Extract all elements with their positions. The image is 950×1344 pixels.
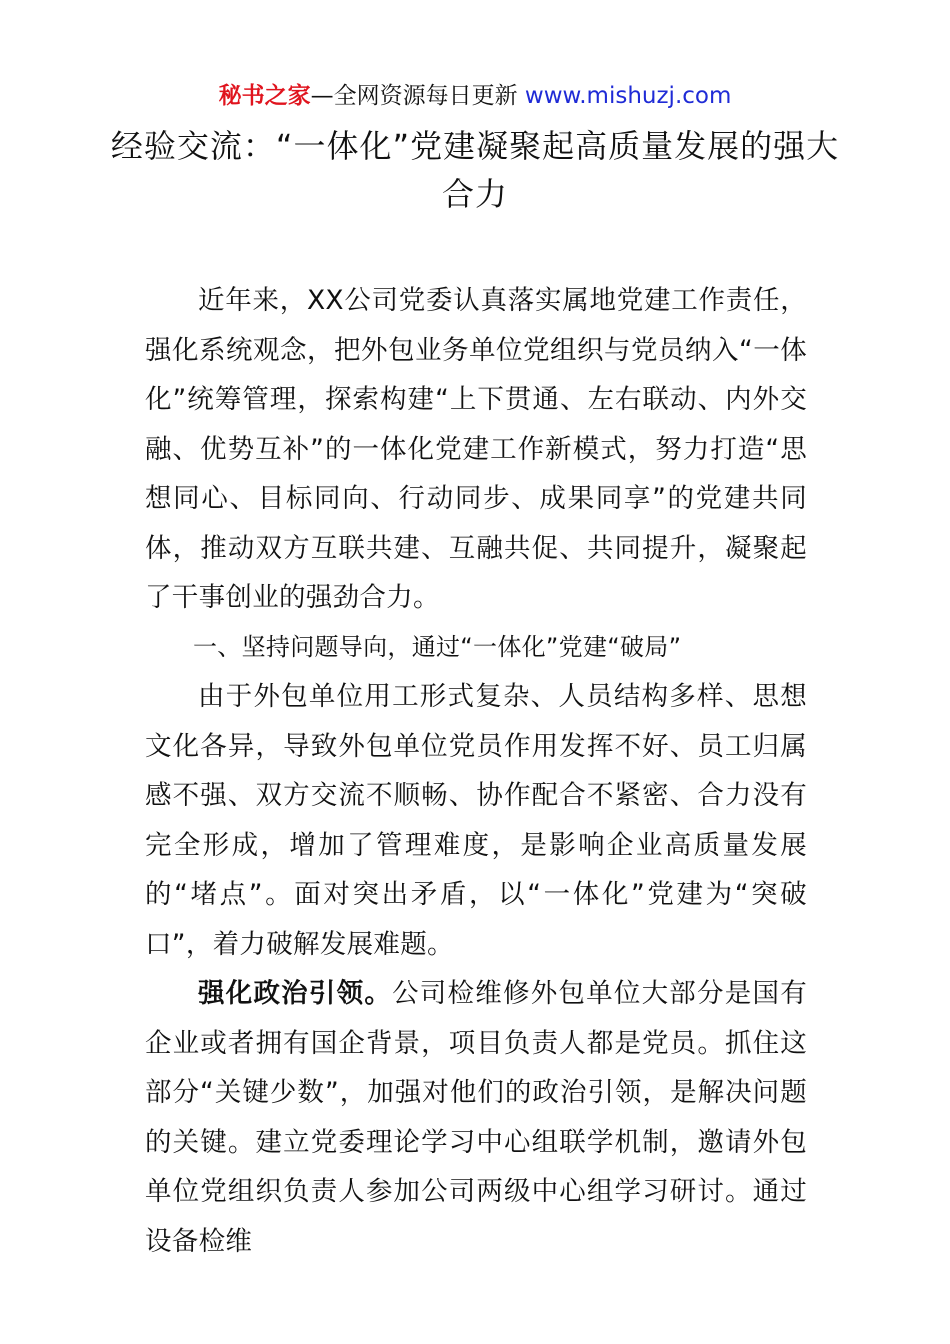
- document-title: 经验交流：“一体化”党建凝聚起高质量发展的强大合力: [110, 127, 840, 213]
- site-url-link[interactable]: www.mishuzj.com: [524, 83, 732, 109]
- document-body: [145, 276, 807, 1266]
- brand-name: 秘书之家: [218, 83, 311, 109]
- paragraph-lead-bold: 强化政治引领。: [198, 978, 393, 1009]
- section-heading-1: 一、坚持问题导向，通过“一体化”党建“破局”: [193, 632, 682, 661]
- paragraph-intro: 近年来，XX公司党委认真落实属地党建工作责任，强化系统观念，把外包业务单位党组织与党员纳入“一体化”统筹管理，探索构建“上下贯通、左右联动、内外交融、优势互补”的一体化党建工作新模式，努力打造“思想同心、目标同向、行动同步、成果同享”的党建共同体，推动双方互联共建、互融共促、共同提升，凝聚起了干事创业的强劲合力。: [145, 285, 807, 613]
- paragraph-political-guidance: [145, 969, 807, 1266]
- paragraph-body-text: 公司检维修外包单位大部分是国有企业或者拥有国企背景，项目负责人都是党员。抓住这部分“关键少数”，加强对他们的政治引领，是解决问题的关键。建立党委理论学习中心组联学机制，邀请外包单位党组织负责人参加公司两级中心组学习研讨。通过设备检维: [145, 978, 808, 1257]
- paragraph-problem: 由于外包单位用工形式复杂、人员结构多样、思想文化各异，导致外包单位党员作用发挥不好、员工归属感不强、双方交流不顺畅、协作配合不紧密、合力没有完全形成，增加了管理难度，是影响企业高质量发展的“堵点”。面对突出矛盾，以“一体化”党建为“突破口”，着力破解发展难题。: [145, 681, 807, 960]
- header-slogan: —全网资源每日更新: [310, 83, 518, 109]
- site-header: [0, 80, 950, 112]
